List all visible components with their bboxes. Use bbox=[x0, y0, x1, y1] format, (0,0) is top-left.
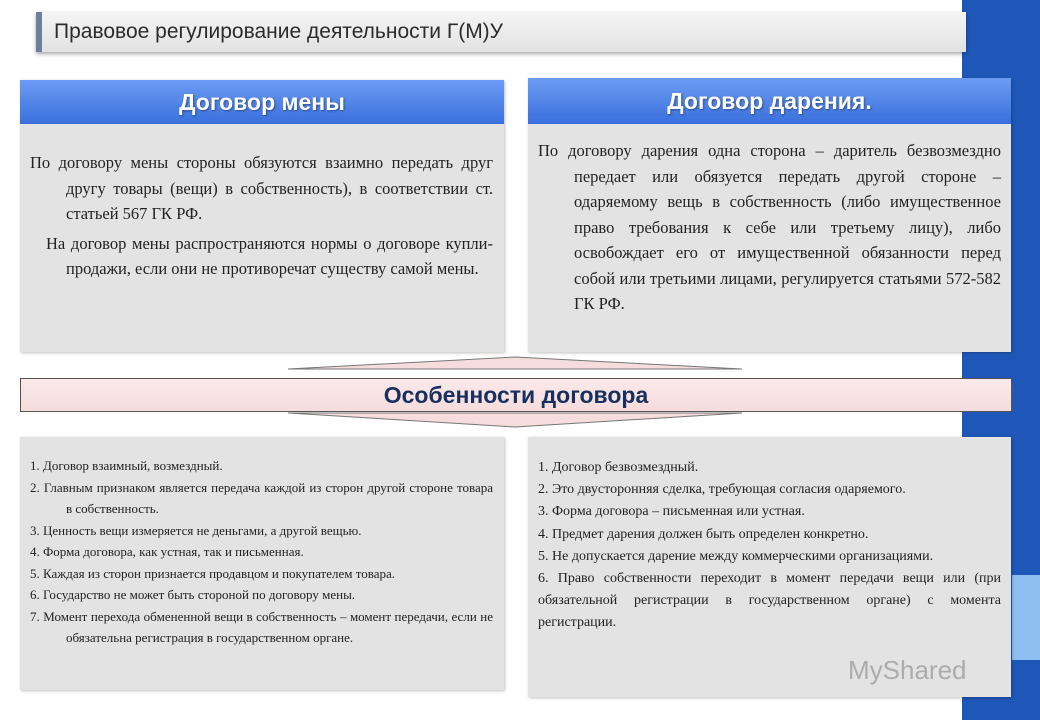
list-item: 3. Форма договора – письменная или устная. bbox=[538, 504, 805, 520]
barter-heading: Договор мены bbox=[20, 80, 504, 124]
list-item: 4. Предмет дарения должен быть определен конкретно. bbox=[538, 526, 869, 542]
barter-p1: По договору мены стороны обязуются взаимно передать друг другу товары (вещи) в собственность), в соответствии ст. статьей 567 ГК РФ. bbox=[30, 153, 493, 223]
list-item: 5. Каждая из сторон признается продавцом и покупателем товара. bbox=[30, 565, 396, 581]
list-item: 6. Государство не может быть стороной по договору мены. bbox=[30, 587, 356, 602]
list-item: 7. Момент перехода обмененной вещи в собственность – момент передачи, если не обязательна регистрация в государственном органе. bbox=[30, 608, 493, 645]
watermark-logo: MyShared bbox=[848, 655, 967, 685]
barter-definition bbox=[30, 150, 493, 282]
gift-definition bbox=[538, 138, 1001, 317]
barter-features-list bbox=[30, 455, 493, 649]
gift-p1: По договору дарения одна сторона – даритель безвозмездно передает или обязуется передать другой стороне – одаряемому вещь в собственность (либо имущественное право требования к себе или третьему лицу), либо освобождает его от имущественной обязанности перед собой или третьими лицами, регулируется статьями 572-582 ГК РФ. bbox=[538, 141, 1001, 313]
list-item: 1. Договор взаимный, возмездный. bbox=[30, 458, 223, 473]
list-item: 3. Ценность вещи измеряется не деньгами, а другой вещью. bbox=[30, 522, 362, 538]
right-decor-accent bbox=[1012, 575, 1040, 660]
features-banner bbox=[20, 378, 1012, 412]
barter-p2: На договор мены распространяются нормы о договоре купли-продажи, если они не противоречат существу самой мены. bbox=[46, 233, 493, 278]
list-item: 2. Главным признаком является передача каждой из сторон другой стороне товара в собственность. bbox=[30, 479, 493, 516]
list-item: 5. Не допускается дарение между коммерческими организациями. bbox=[538, 548, 934, 564]
list-item: 6. Право собственности переходит в момент передачи вещи или (при обязательной регистрации в государственном органе) с момента регистрации. bbox=[538, 571, 1001, 631]
features-title: Особенности договора bbox=[383, 382, 649, 408]
gift-heading: Договор дарения. bbox=[528, 78, 1011, 124]
gift-features-list bbox=[538, 457, 1001, 635]
list-item: 4. Форма договора, как устная, так и письменная. bbox=[30, 544, 304, 559]
title-bar bbox=[36, 12, 966, 52]
slide-title: Правовое регулирование деятельности Г(М)У bbox=[54, 20, 504, 43]
list-item: 1. Договор безвозмездный. bbox=[538, 460, 699, 475]
list-item: 2. Это двусторонняя сделка, требующая согласия одаряемого. bbox=[538, 482, 906, 498]
